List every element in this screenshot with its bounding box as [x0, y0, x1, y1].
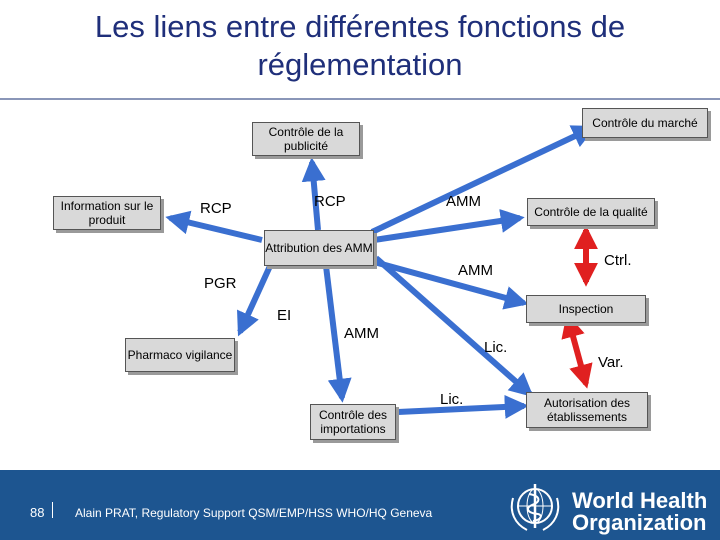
page-number: 88	[30, 505, 45, 520]
page-separator	[52, 502, 53, 518]
label-ctrl: Ctrl.	[604, 252, 632, 269]
information-produit-box: Information sur le produit	[53, 196, 161, 230]
label-pgr: PGR	[204, 275, 237, 292]
label-lic-low: Lic.	[440, 391, 464, 408]
arrow-to-inspection	[374, 262, 524, 303]
label-amm-top: AMM	[446, 193, 481, 210]
label-amm-low: AMM	[344, 325, 379, 342]
label-ei: EI	[277, 307, 292, 324]
who-emblem-icon	[505, 478, 565, 536]
who-wordmark-line2: Organization	[572, 510, 707, 535]
arrow-to-pharmacovigilance	[240, 266, 270, 332]
controle-publicite-box: Contrôle de la publicité	[252, 122, 360, 156]
label-rcp-left: RCP	[200, 200, 232, 217]
label-var: Var.	[598, 354, 624, 371]
attribution-amm-box: Attribution des AMM	[264, 230, 374, 266]
who-wordmark-line1: World Health	[572, 488, 708, 513]
arrow-to-autorisation-etablissements	[376, 258, 530, 394]
slide-title-line1: Les liens entre différentes fonctions de	[94, 9, 626, 44]
label-amm-mid: AMM	[458, 262, 493, 279]
slide-title-line2: réglementation	[257, 47, 463, 82]
footer-credit: Alain PRAT, Regulatory Support QSM/EMP/HSS WHO/HQ Geneva	[75, 506, 433, 520]
autorisation-etablissements-box: Autorisation des établissements	[526, 392, 648, 428]
arrow-to-information-produit	[170, 218, 262, 240]
controle-qualite-box: Contrôle de la qualité	[527, 198, 655, 226]
label-rcp-top: RCP	[314, 193, 346, 210]
pharmacovigilance-box: Pharmaco vigilance	[125, 338, 235, 372]
controle-marche-box: Contrôle du marché	[582, 108, 708, 138]
inspection-box: Inspection	[526, 295, 646, 323]
arrow-var	[568, 318, 586, 384]
arrow-to-controle-importations	[326, 266, 342, 398]
who-wordmark	[572, 490, 707, 534]
controle-importations-box: Contrôle des importations	[310, 404, 396, 440]
label-lic-right: Lic.	[484, 339, 508, 356]
